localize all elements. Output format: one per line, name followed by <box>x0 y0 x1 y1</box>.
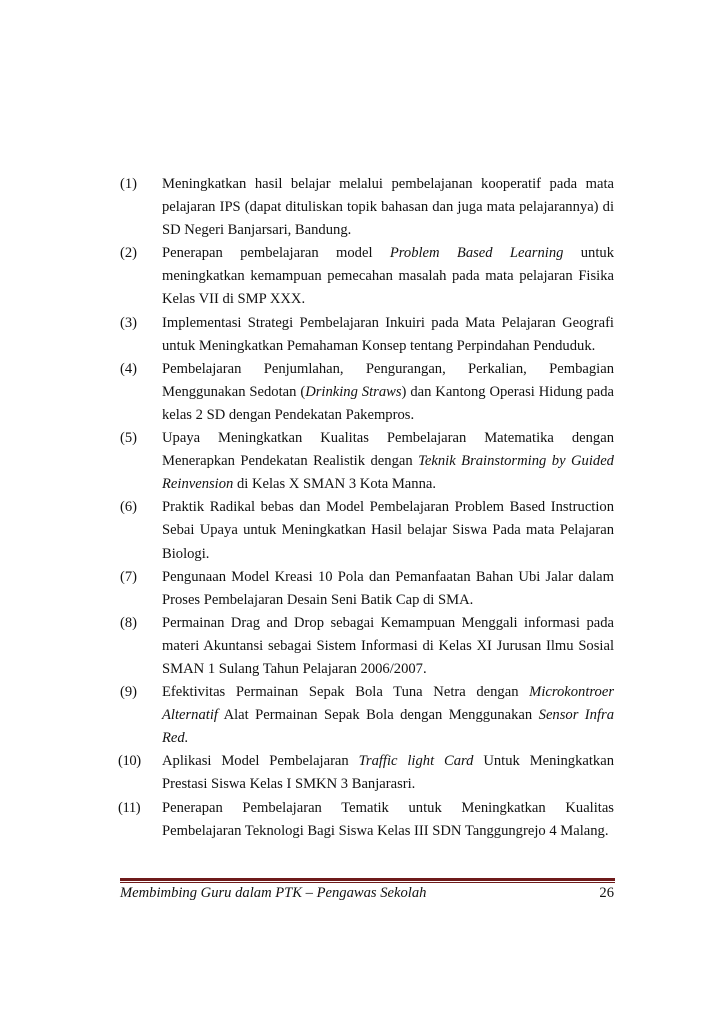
list-item <box>120 173 614 242</box>
list-item-text <box>162 569 614 608</box>
text-segment: di Kelas X SMAN 3 Kota Manna. <box>233 476 436 493</box>
text-segment: Untuk Meningkatkan Prestasi Siswa Kelas I SMKN 3 Banjarasri. <box>162 753 614 793</box>
list-item-number: (1) <box>120 176 138 192</box>
text-segment: Pengunaan Model Kreasi 10 Pola dan Pemanfaatan Bahan Ubi Jalar dalam Proses Pembelajaran Desain Seni Batik Cap di SMA. <box>162 568 614 608</box>
list-item <box>120 496 614 565</box>
list-item-text <box>162 753 614 792</box>
list-item <box>120 566 614 612</box>
list-item-number: (9) <box>120 684 138 701</box>
list-item-text <box>162 315 614 354</box>
text-segment: Pembelajaran Penjumlahan, Pengurangan, Perkalian, Pembagian Menggunakan Sedotan ( <box>162 360 614 400</box>
text-segment: untuk meningkatkan kemampuan pemecahan masalah pada mata pelajaran Fisika Kelas VII di SMP XXX. <box>162 245 614 308</box>
list-item-text <box>162 245 614 307</box>
list-item-number: (2) <box>120 245 138 262</box>
list-item-number: (8) <box>120 614 138 631</box>
page-number: 26 <box>599 885 614 901</box>
text-segment: Efektivitas Permainan Sepak Bola Tuna Netra dengan <box>162 684 530 701</box>
italic-text-segment: Problem Based Learning <box>389 245 564 262</box>
ptk-title-list <box>120 173 614 843</box>
list-item <box>120 358 614 427</box>
list-item <box>120 797 614 843</box>
list-item-text <box>162 800 614 839</box>
italic-text-segment: Sensor Infra Red. <box>162 707 614 747</box>
footer-rule-thin <box>120 882 615 883</box>
list-item <box>120 750 614 796</box>
list-item-text <box>162 430 614 492</box>
text-segment: ) dan Kantong Operasi Hidung pada kelas 2 SD dengan Pendekatan Pakempros. <box>162 383 614 423</box>
list-item-text <box>162 615 614 677</box>
footer-title: Membimbing Guru dalam PTK – Pengawas Sekolah <box>120 885 427 901</box>
list-item-number: (7) <box>120 568 138 585</box>
list-item <box>120 681 614 750</box>
list-item-number: (4) <box>120 360 138 377</box>
text-segment: Alat Permainan Sepak Bola dengan Menggunakan <box>217 707 539 724</box>
text-segment: Meningkatkan hasil belajar melalui pembelajanan kooperatif pada mata pelajaran IPS (dapat dituliskan topik bahasan dan juga mata pelajarannya) di SD Negeri Banjarsari, Bandung. <box>162 176 614 239</box>
italic-text-segment: Microkontroer Alternatif <box>162 684 614 724</box>
list-item <box>120 312 614 358</box>
italic-text-segment: Teknik Brainstorming by Guided Reinvension <box>162 453 614 493</box>
list-item-number: (5) <box>120 430 138 447</box>
list-item-number: (11) <box>118 799 141 816</box>
text-segment: Penerapan pembelajaran model <box>162 245 390 262</box>
text-segment: Implementasi Strategi Pembelajaran Inkuiri pada Mata Pelajaran Geografi untuk Meningkatkan Pemahaman Konsep tentang Perpindahan Penduduk. <box>162 314 614 354</box>
list-item <box>120 427 614 496</box>
text-segment: Praktik Radikal bebas dan Model Pembelajaran Problem Based Instruction Sebai Upaya untuk Meningkatkan Hasil belajar Siswa Pada mata Pelajaran Biologi. <box>162 499 614 562</box>
list-item-number: (3) <box>120 314 138 331</box>
text-segment: Penerapan Pembelajaran Tematik untuk Meningkatkan Kualitas Pembelajaran Teknologi Bagi Siswa Kelas III SDN Tanggungrejo 4 Malang. <box>162 799 614 839</box>
list-item-text <box>162 684 614 746</box>
list-item <box>120 612 614 681</box>
list-item-text <box>162 176 614 238</box>
text-segment: Aplikasi Model Pembelajaran <box>162 753 359 770</box>
list-item-text <box>162 361 614 423</box>
list-item-number: (10) <box>118 753 141 770</box>
text-segment: Permainan Drag and Drop sebagai Kemampuan Menggali informasi pada materi Akuntansi sebagai Sistem Informasi di Kelas XI Jurusan Ilmu Sosial SMAN 1 Sulang Tahun Pelajaran 2006/2007. <box>162 614 614 677</box>
list-item-text <box>162 499 614 561</box>
list-item <box>120 242 614 311</box>
footer-rule <box>120 878 615 881</box>
list-item-number: (6) <box>120 499 138 516</box>
text-segment: Upaya Meningkatkan Kualitas Pembelajaran Matematika dengan Menerapkan Pendekatan Realistik dengan <box>162 430 614 470</box>
italic-text-segment: Drinking Straws <box>305 383 402 400</box>
italic-text-segment: Traffic light Card <box>358 753 474 770</box>
